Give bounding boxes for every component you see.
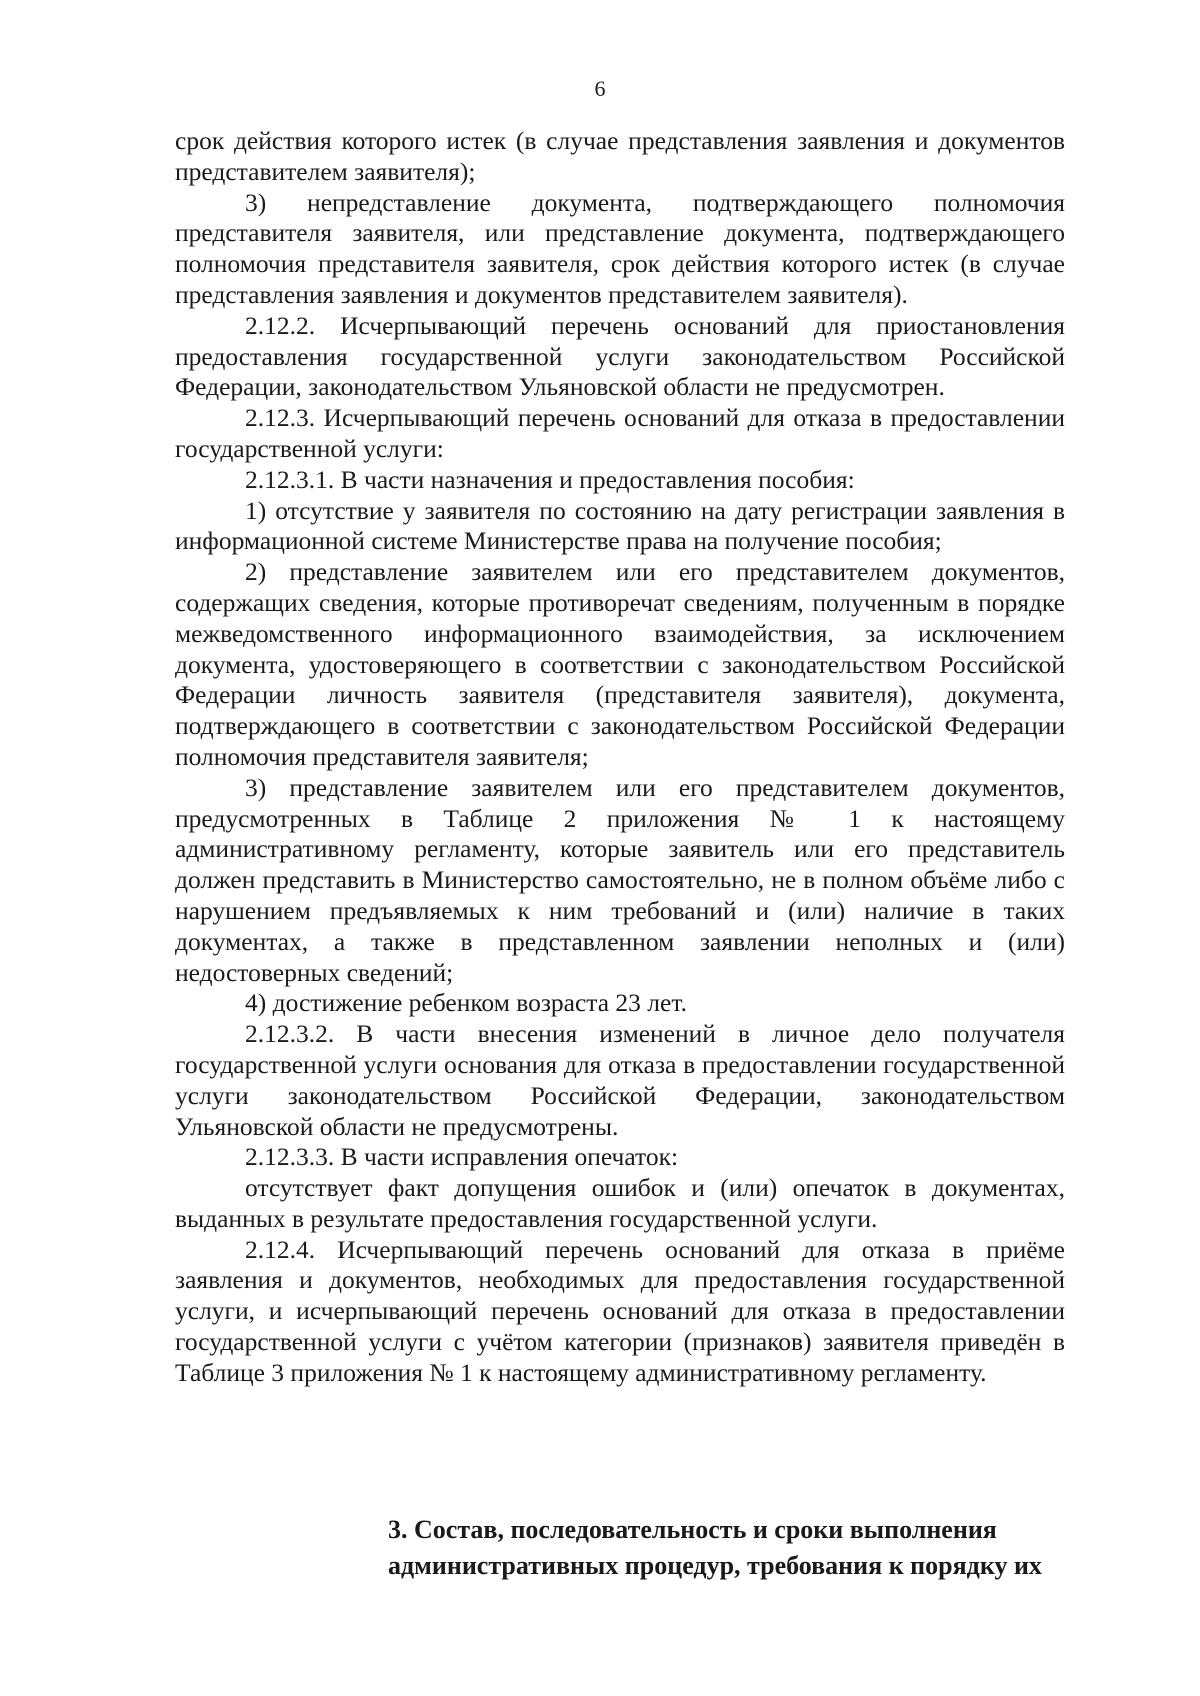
paragraph-continuation: срок действия которого истек (в случае представления заявления и документов представителем заявителя); bbox=[175, 126, 1065, 186]
paragraph-item-3-representative: 3) непредставление документа, подтверждающего полномочия представителя заявителя, или представление документа, подтверждающего полномочия представителя заявителя, срок действия которого истек (в случае представления заявления и документов представителем заявителя). bbox=[175, 187, 1065, 309]
paragraph-2-12-4: 2.12.4. Исчерпывающий перечень оснований для отказа в приёме заявления и документов, необходимых для предоставления государственной услуги, и исчерпывающий перечень оснований для отказа в предоставлении государственной услуги с учётом категории (признаков) заявителя приведён в Таблице 3 приложения № 1 к настоящему административному регламенту. bbox=[175, 1234, 1065, 1387]
document-body bbox=[175, 126, 1065, 1389]
paragraph-typo-fact: отсутствует факт допущения ошибок и (или) опечаток в документах, выданных в результате предоставления государственной услуги. bbox=[175, 1173, 1065, 1233]
paragraph-reason-1: 1) отсутствие у заявителя по состоянию на дату регистрации заявления в информационной системе Министерстве права на получение пособия; bbox=[175, 495, 1065, 556]
paragraph-2-12-3-1: 2.12.3.1. В части назначения и предоставления пособия: bbox=[245, 464, 855, 494]
section-heading-line-1: 3. Состав, последовательность и сроки выполнения bbox=[388, 1515, 997, 1544]
paragraph-2-12-2: 2.12.2. Исчерпывающий перечень оснований для приостановления предоставления государственной услуги законодательством Российской Федерации, законодательством Ульяновской области не предусмотрен. bbox=[175, 310, 1065, 402]
paragraph-reason-2: 2) представление заявителем или его представителем документов, содержащих сведения, которые противоречат сведениям, полученным в порядке межведомственного информационного взаимодействия, за исключением документа, удостоверяющего в соответствии с законодательством Российской Федерации личность заявителя (представителя заявителя), документа, подтверждающего в соответствии с законодательством Российской Федерации полномочия представителя заявителя; bbox=[175, 557, 1065, 771]
paragraph-reason-3: 3) представление заявителем или его представителем документов, предусмотренных в Таблице 2 приложения № 1 к настоящему административному регламенту, которые заявитель или его представитель должен представить в Министерство самостоятельно, не в полном объёме либо с нарушением предъявляемых к ним требований и (или) наличие в таких документах, а также в представленном заявлении неполных и (или) недостоверных сведений; bbox=[175, 772, 1065, 987]
paragraph-2-12-3-3: 2.12.3.3. В части исправления опечаток: bbox=[245, 1142, 679, 1172]
paragraph-reason-4: 4) достижение ребенком возраста 23 лет. bbox=[245, 988, 687, 1018]
section-heading bbox=[388, 1512, 1088, 1584]
paragraph-2-12-3: 2.12.3. Исчерпывающий перечень оснований для отказа в предоставлении государственной услуги: bbox=[175, 403, 1065, 463]
page-number: 6 bbox=[594, 76, 606, 101]
section-heading-line-2: административных процедур, требования к порядку их bbox=[388, 1551, 1042, 1580]
paragraph-2-12-3-2: 2.12.3.2. В части внесения изменений в личное дело получателя государственной услуги основания для отказа в предоставлении государственной услуги законодательством Российской Федерации, законодательством Ульяновской области не предусмотрены. bbox=[175, 1019, 1065, 1141]
